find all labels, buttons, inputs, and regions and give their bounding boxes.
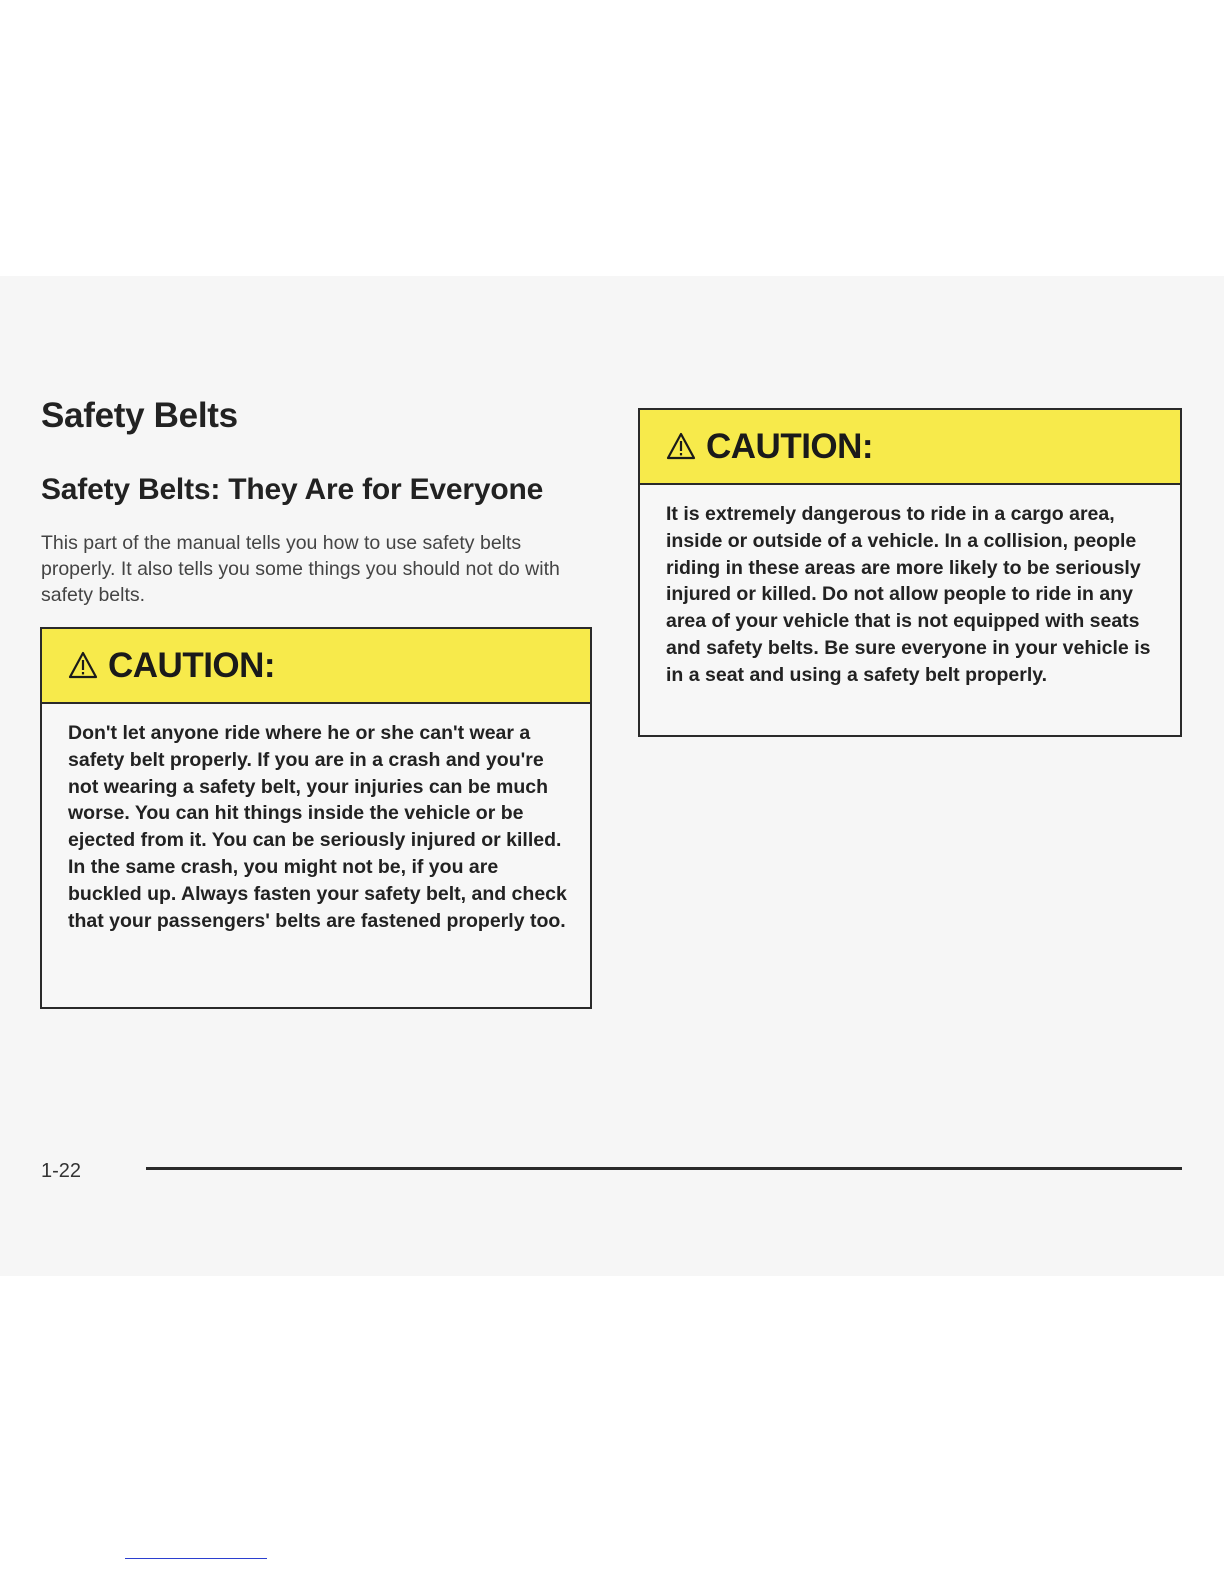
caution-label: CAUTION: [706,426,874,466]
warning-triangle-icon [666,432,696,460]
warning-triangle-icon [68,651,98,679]
footer-rule [146,1167,1182,1170]
caution-box-cargo-area [638,408,1182,737]
caution-label: CAUTION: [108,645,276,685]
caution-box-dont-ride-without-belt [40,627,592,1009]
caution-header [42,629,590,704]
section-title: Safety Belts [41,396,238,435]
caution-text: It is extremely dangerous to ride in a cargo area, inside or outside of a vehicle. In a collision, people riding in these areas are more likely to be seriously injured or killed. Do not allow people to ride in any area of your vehicle that is not equipped with seats and safety belts. Be sure everyone in your vehicle is in a seat and using a safety belt properly. [666,503,1151,686]
caution-header [640,410,1180,485]
page-number: 1-22 [41,1160,82,1182]
caution-text: Don't let anyone ride where he or she can't wear a safety belt properly. If you are in a crash and you're not wearing a safety belt, your injuries can be much worse. You can hit things inside the vehicle or be ejected from it. You can be seriously injured or killed. In the same crash, you might not be, if you are buckled up. Always fasten your safety belt, and check that your passengers' belts are fastened properly too. [68,722,567,932]
subsection-title: Safety Belts: They Are for Everyone [41,473,544,506]
link-underline [125,1558,267,1559]
intro-paragraph: This part of the manual tells you how to use safety belts properly. It also tells you some things you should not do with safety belts. [41,532,560,606]
